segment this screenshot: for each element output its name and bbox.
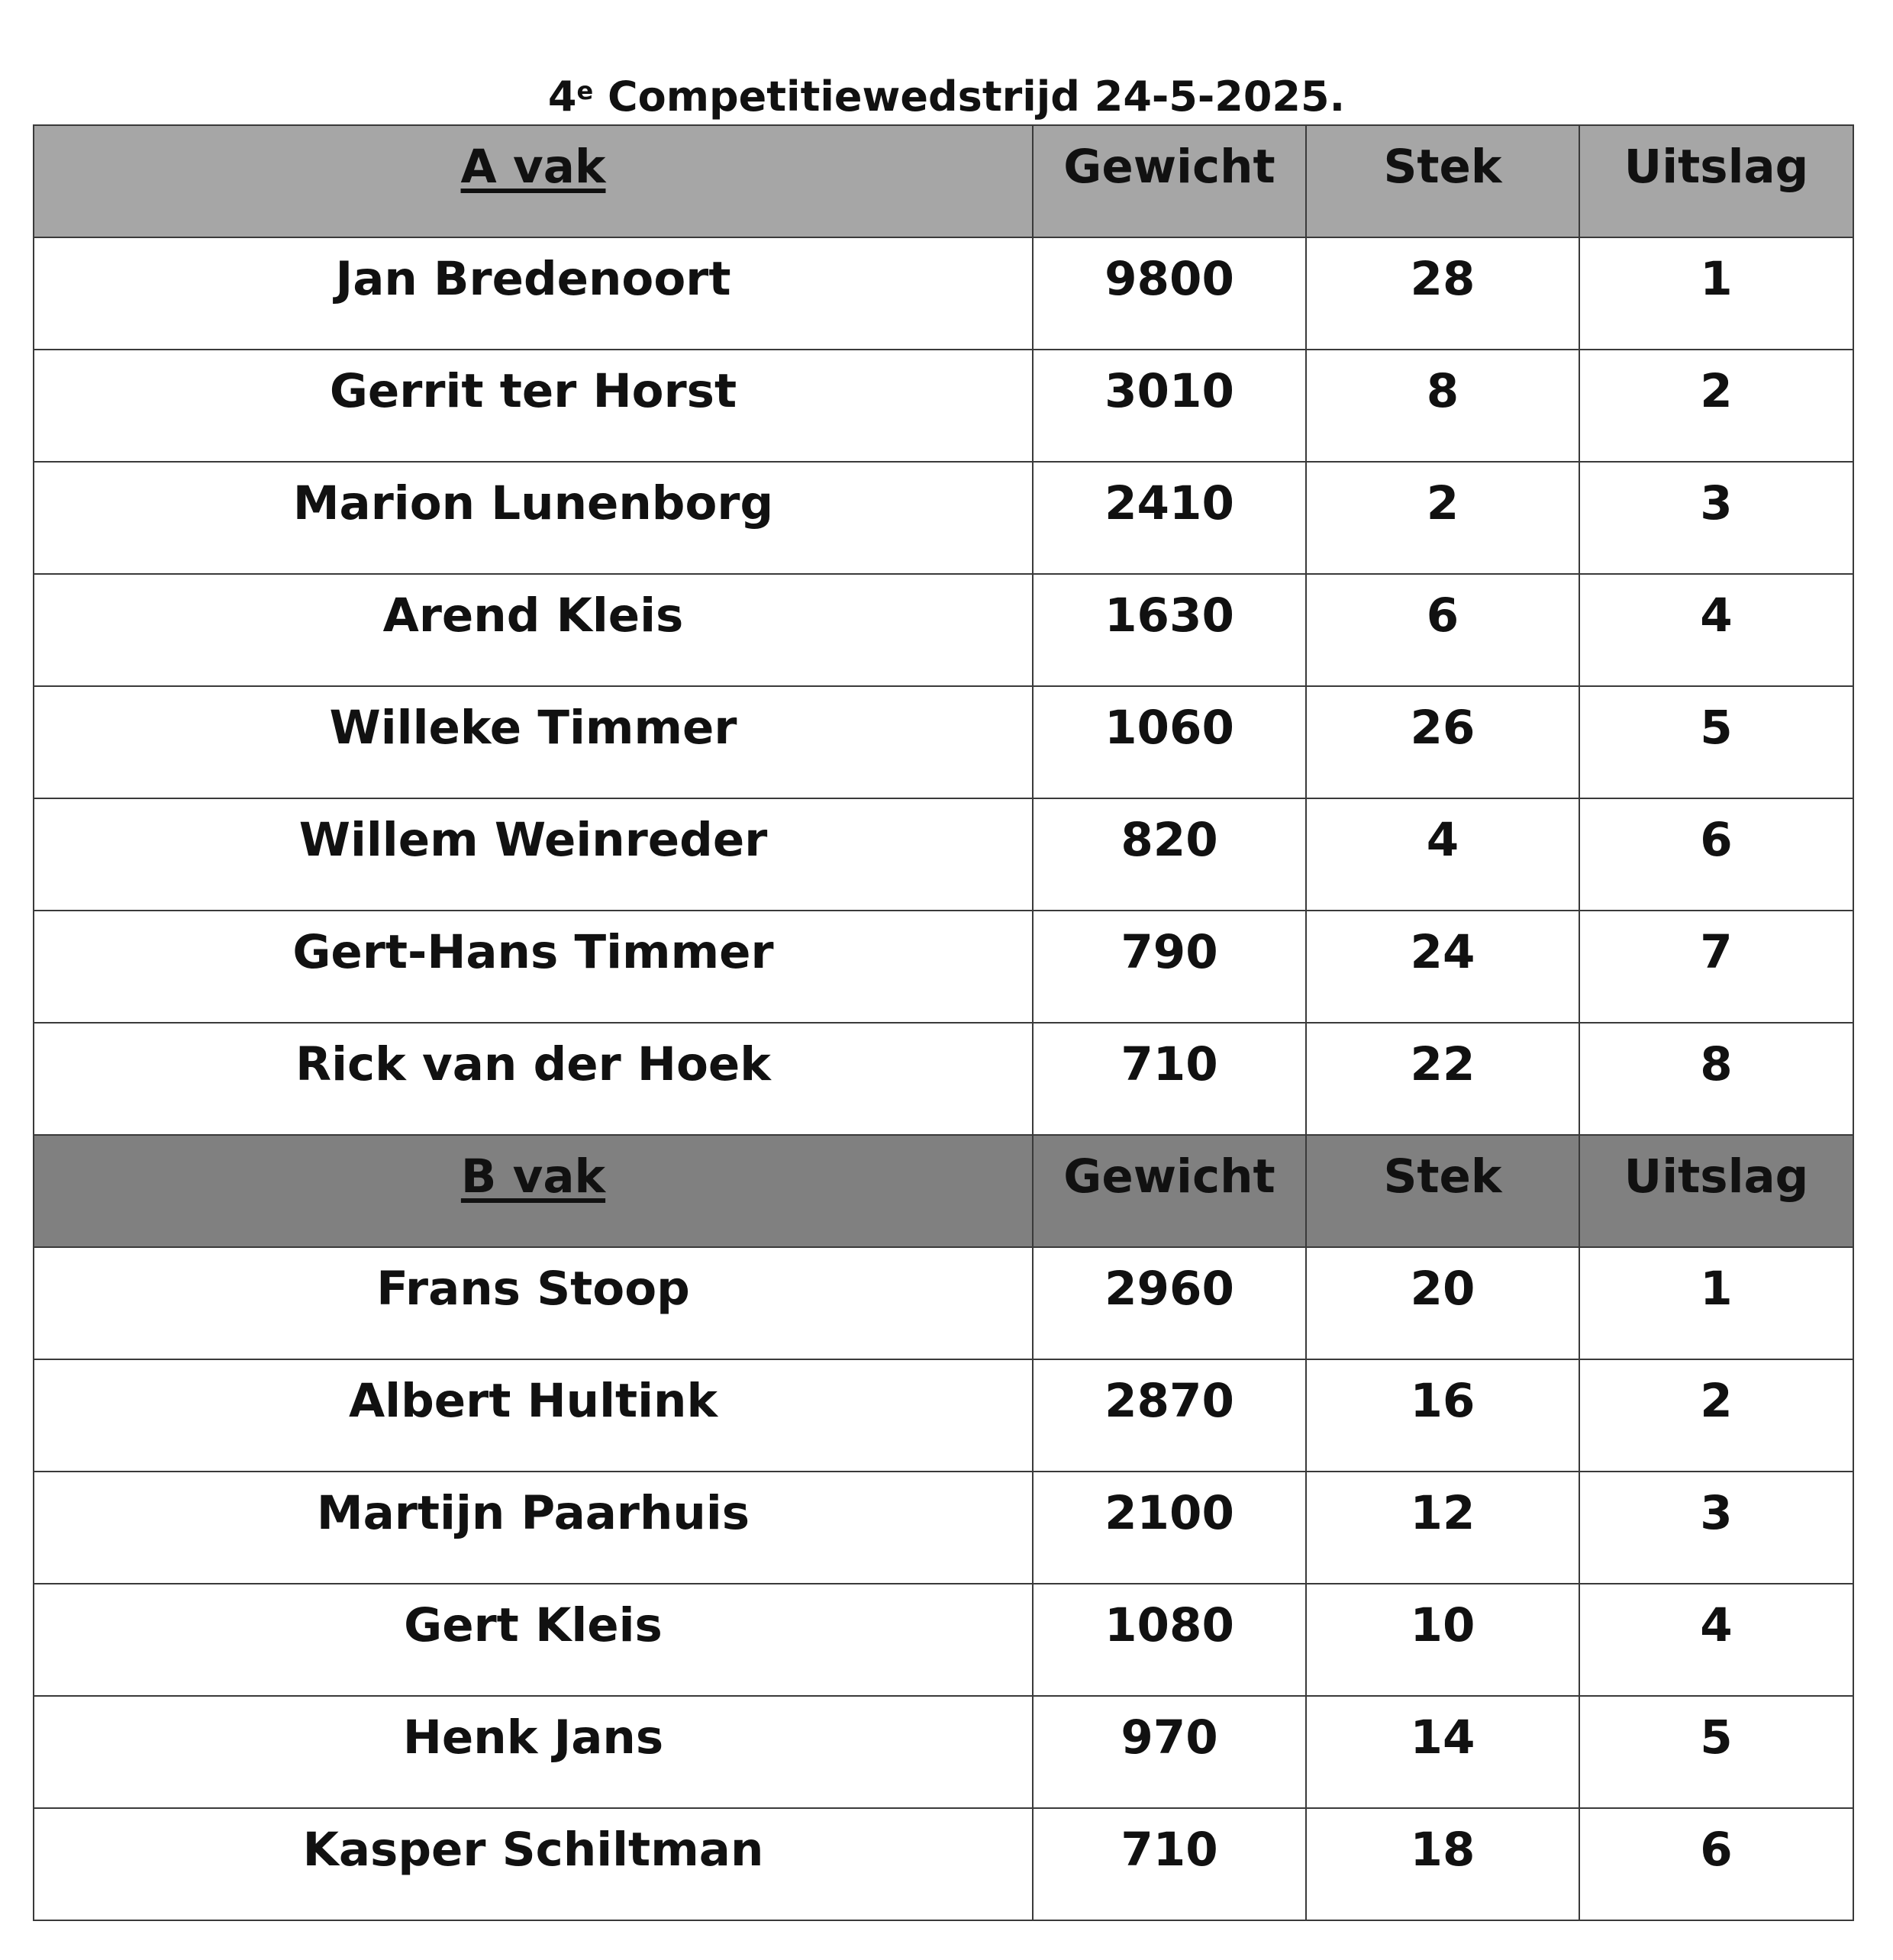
title-number: 4	[547, 73, 577, 121]
stek-value: 8	[1306, 350, 1579, 462]
table-row	[34, 798, 1853, 911]
section-label: B vak	[460, 1149, 606, 1204]
results-table	[33, 124, 1854, 1921]
weight-value: 710	[1033, 1808, 1306, 1920]
table-row	[34, 237, 1853, 350]
page-title	[0, 70, 1893, 124]
section-label-cell	[34, 125, 1033, 237]
title-superscript: e	[576, 76, 594, 105]
stek-value: 10	[1306, 1584, 1579, 1696]
table-row	[34, 1472, 1853, 1584]
angler-name: Kasper Schiltman	[34, 1808, 1033, 1920]
section-header-b	[34, 1135, 1853, 1247]
table-row	[34, 1247, 1853, 1359]
column-header-gewicht: Gewicht	[1033, 125, 1306, 237]
column-header-uitslag: Uitslag	[1579, 1135, 1853, 1247]
result-value: 4	[1579, 1584, 1853, 1696]
weight-value: 9800	[1033, 237, 1306, 350]
table-row	[34, 1808, 1853, 1920]
angler-name: Arend Kleis	[34, 574, 1033, 686]
result-value: 6	[1579, 1808, 1853, 1920]
column-header-uitslag: Uitslag	[1579, 125, 1853, 237]
table-row	[34, 1584, 1853, 1696]
table-row	[34, 1023, 1853, 1135]
result-value: 6	[1579, 798, 1853, 911]
angler-name: Willem Weinreder	[34, 798, 1033, 911]
stek-value: 4	[1306, 798, 1579, 911]
weight-value: 2960	[1033, 1247, 1306, 1359]
angler-name: Gert Kleis	[34, 1584, 1033, 1696]
weight-value: 2100	[1033, 1472, 1306, 1584]
table-row	[34, 462, 1853, 574]
section-header-a	[34, 125, 1853, 237]
table-row	[34, 686, 1853, 798]
stek-value: 2	[1306, 462, 1579, 574]
column-header-gewicht: Gewicht	[1033, 1135, 1306, 1247]
angler-name: Henk Jans	[34, 1696, 1033, 1808]
table-row	[34, 350, 1853, 462]
stek-value: 14	[1306, 1696, 1579, 1808]
angler-name: Martijn Paarhuis	[34, 1472, 1033, 1584]
weight-value: 2870	[1033, 1359, 1306, 1472]
column-header-stek: Stek	[1306, 125, 1579, 237]
weight-value: 1060	[1033, 686, 1306, 798]
angler-name: Rick van der Hoek	[34, 1023, 1033, 1135]
angler-name: Frans Stoop	[34, 1247, 1033, 1359]
table-row	[34, 1696, 1853, 1808]
stek-value: 22	[1306, 1023, 1579, 1135]
result-value: 5	[1579, 686, 1853, 798]
stek-value: 16	[1306, 1359, 1579, 1472]
stek-value: 18	[1306, 1808, 1579, 1920]
result-value: 2	[1579, 1359, 1853, 1472]
result-value: 1	[1579, 1247, 1853, 1359]
stek-value: 6	[1306, 574, 1579, 686]
angler-name: Gerrit ter Horst	[34, 350, 1033, 462]
weight-value: 970	[1033, 1696, 1306, 1808]
weight-value: 1080	[1033, 1584, 1306, 1696]
weight-value: 710	[1033, 1023, 1306, 1135]
angler-name: Willeke Timmer	[34, 686, 1033, 798]
result-value: 4	[1579, 574, 1853, 686]
weight-value: 2410	[1033, 462, 1306, 574]
stek-value: 24	[1306, 911, 1579, 1023]
angler-name: Albert Hultink	[34, 1359, 1033, 1472]
result-value: 7	[1579, 911, 1853, 1023]
column-header-stek: Stek	[1306, 1135, 1579, 1247]
table-row	[34, 911, 1853, 1023]
section-label-cell	[34, 1135, 1033, 1247]
angler-name: Marion Lunenborg	[34, 462, 1033, 574]
result-value: 3	[1579, 462, 1853, 574]
table-row	[34, 574, 1853, 686]
title-text: Competitiewedstrijd 24-5-2025.	[593, 73, 1346, 121]
weight-value: 1630	[1033, 574, 1306, 686]
result-value: 3	[1579, 1472, 1853, 1584]
stek-value: 26	[1306, 686, 1579, 798]
angler-name: Jan Bredenoort	[34, 237, 1033, 350]
weight-value: 3010	[1033, 350, 1306, 462]
table-row	[34, 1359, 1853, 1472]
result-value: 8	[1579, 1023, 1853, 1135]
stek-value: 12	[1306, 1472, 1579, 1584]
result-value: 1	[1579, 237, 1853, 350]
result-value: 2	[1579, 350, 1853, 462]
weight-value: 790	[1033, 911, 1306, 1023]
stek-value: 28	[1306, 237, 1579, 350]
stek-value: 20	[1306, 1247, 1579, 1359]
weight-value: 820	[1033, 798, 1306, 911]
angler-name: Gert-Hans Timmer	[34, 911, 1033, 1023]
result-value: 5	[1579, 1696, 1853, 1808]
section-label: A vak	[460, 140, 606, 194]
